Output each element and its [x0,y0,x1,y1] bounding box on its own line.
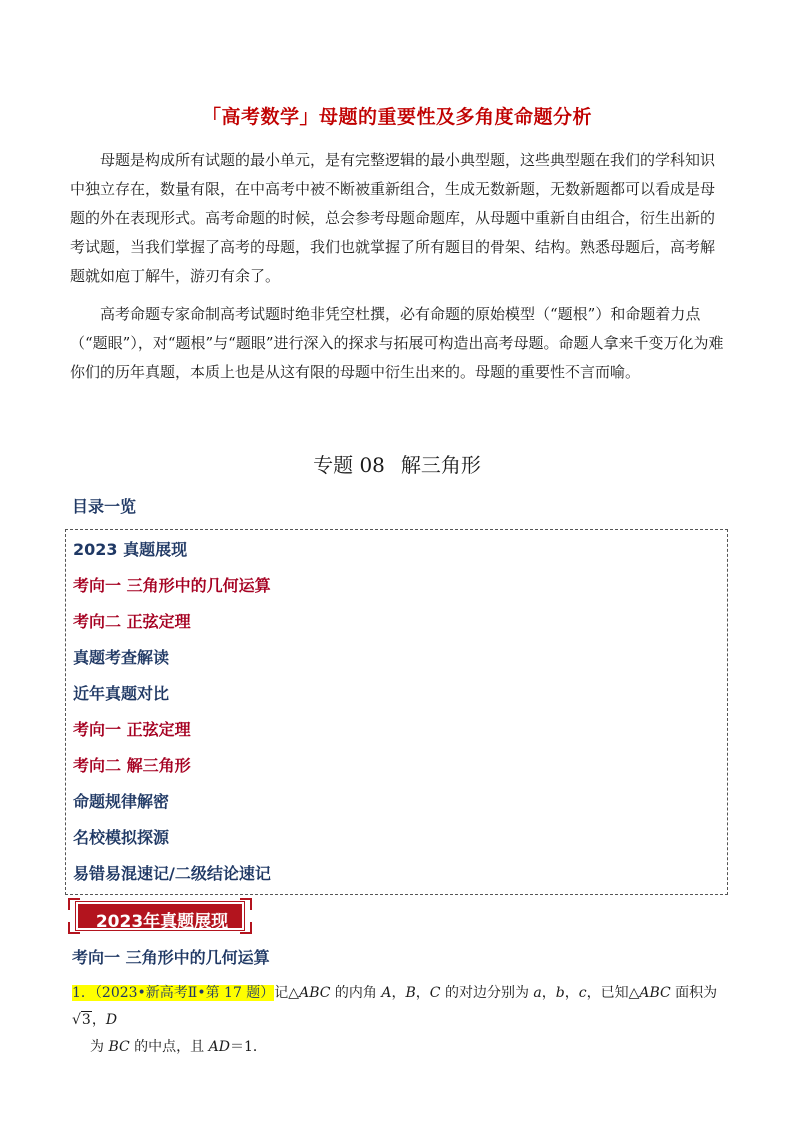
math-var: A [381,985,392,1001]
topic-number: 专题 08 [313,453,385,477]
question-source: （2023•新高考Ⅱ•第 17 题） [94,985,275,1001]
math-var: ABC [299,985,331,1001]
topic-title [0,449,794,478]
math-var: a [533,985,542,1001]
question-text: 面积为 [670,985,718,1001]
question-text: ， [415,985,430,1001]
question-text: ， [91,1012,106,1028]
question-number: 1． [72,985,95,1001]
question-text: ，已知△ [586,985,640,1001]
math-var: AD [208,1039,230,1055]
intro-paragraph-1: 母题是构成所有试题的最小单元，是有完整逻辑的最小典型题，这些典型题在我们的学科知识中独立存在，数量有限，在中高考中被不断被重新组合，生成无数新题，无数新题都可以看成是母题的外在表现形式。高考命题的时候，总会参考母题命题库，从母题中重新自由组合，衍生出新的考试题，当我们掌握了高考的母题，我们也就掌握了所有题目的骨架、结构。熟悉母题后，高考解题就如庖丁解牛，游刃有余了。 [70,151,716,285]
sqrt-symbol: √ [72,1012,81,1028]
toc-item[interactable]: 近年真题对比 [73,684,170,703]
question-text: 的对边分别为 [440,985,534,1001]
toc-item[interactable]: 命题规律解密 [73,792,170,811]
question-text: ， [541,985,556,1001]
banner-plate [76,902,244,930]
toc-item[interactable]: 2023 真题展现 [73,540,188,559]
toc-item[interactable]: 考向一 正弦定理 [73,720,191,739]
question-text: ＝1． [229,1039,267,1055]
math-var: b [555,985,565,1001]
toc-item[interactable]: 名校模拟探源 [73,828,170,847]
math-var: C [429,985,441,1001]
question-text: ， [564,985,579,1001]
question-text: 记△ [274,985,300,1001]
intro-paragraph-2: 高考命题专家命制高考试题时绝非凭空杜撰，必有命题的原始模型（“题根”）和命题着力点（“题眼”），对“题根”与“题眼”进行深入的探求与拓展可构造出高考母题。命题人拿来千变万化为难你们的历年真题，本质上也是从这有限的母题中衍生出来的。母题的重要性不言而喻。 [70,305,724,381]
topic-name: 解三角形 [400,453,481,477]
question-text: 的中点，且 [129,1039,209,1055]
math-var: ABC [639,985,671,1001]
math-var: D [105,1012,118,1028]
toc-box [65,529,728,895]
question-text: ， [391,985,406,1001]
sqrt-value: 3 [81,1012,91,1028]
question-text: 的内角 [330,985,382,1001]
banner-text: 2023年真题展现 [95,912,229,932]
toc-item[interactable]: 考向一 三角形中的几何运算 [73,576,271,595]
toc-item[interactable]: 考向二 正弦定理 [73,612,191,631]
toc-item[interactable]: 易错易混速记/二级结论速记 [73,864,271,883]
question-1 [72,980,732,1061]
page-title: 「高考数学」母题的重要性及多角度命题分析 [201,106,592,128]
math-var: B [405,985,416,1001]
section-banner [68,898,252,934]
toc-heading: 目录一览 [72,497,137,516]
math-var: BC [108,1039,130,1055]
toc-item[interactable]: 考向二 解三角形 [73,756,191,775]
question-line-2 [72,1034,732,1061]
question-text: 为 [90,1039,109,1055]
math-var: c [578,985,587,1001]
toc-item[interactable]: 真题考查解读 [73,648,170,667]
section-subheading: 考向一 三角形中的几何运算 [72,948,270,967]
